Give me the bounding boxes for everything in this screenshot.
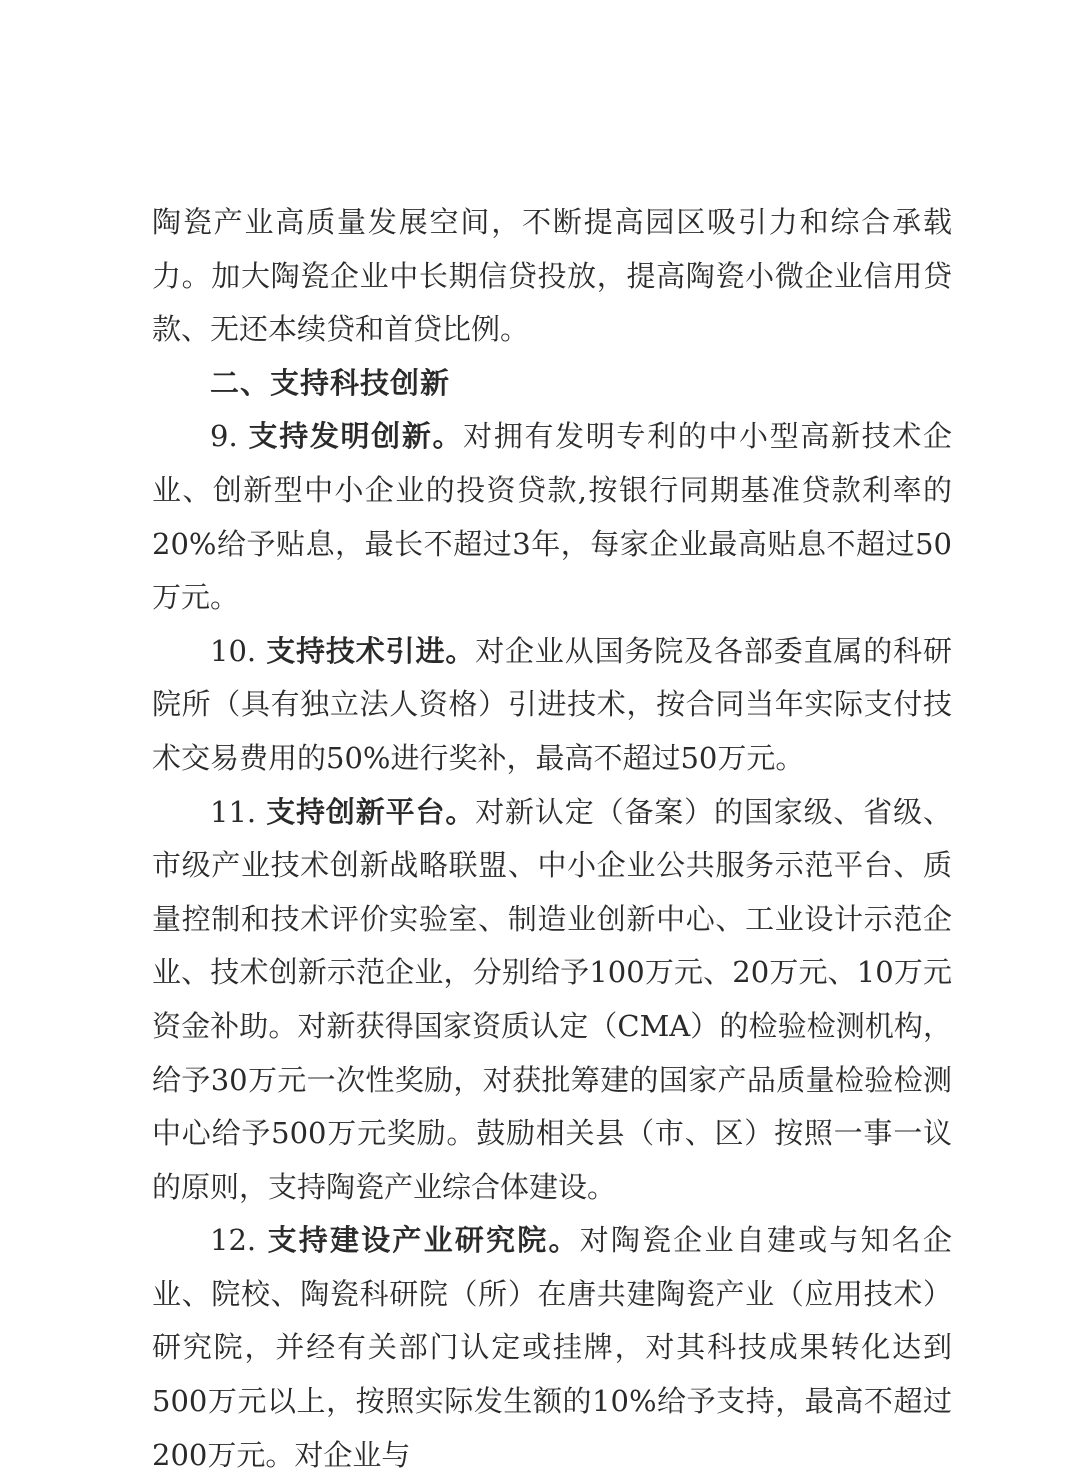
item-body: 对企业从国务院及各部委直属的科研院所（具有独立法人资格）引进技术，按合同当年实际支付技术交易费用的50%进行奖补，最高不超过50万元。 [152, 633, 952, 775]
document-body [152, 196, 952, 1482]
item-title: 支持建设产业研究院。 [267, 1223, 580, 1258]
item-number: 11. [210, 794, 267, 829]
section-heading: 二、支持科技创新 [210, 365, 451, 400]
item-title: 支持技术引进。 [266, 633, 476, 668]
intro-paragraph: 陶瓷产业高质量发展空间，不断提高园区吸引力和综合承载力。加大陶瓷企业中长期信贷投放，提高陶瓷小微企业信用贷款、无还本续贷和首贷比例。 [152, 205, 952, 347]
policy-item-10 [152, 625, 952, 786]
item-body: 对陶瓷企业自建或与知名企业、院校、陶瓷科研院（所）在唐共建陶瓷产业（应用技术）研究院，并经有关部门认定或挂牌，对其科技成果转化达到500万元以上，按照实际发生额的10%给予支持，最高不超过200万元。对企业与 [152, 1223, 952, 1472]
item-number: 12. [210, 1223, 268, 1258]
policy-item-12 [152, 1214, 952, 1482]
item-body: 对拥有发明专利的中小型高新技术企业、创新型中小企业的投资贷款,按银行同期基准贷款利率的20%给予贴息，最长不超过3年，每家企业最高贴息不超过50万元。 [152, 419, 952, 615]
item-title: 支持创新平台。 [266, 794, 476, 829]
item-number: 9. [210, 419, 249, 454]
item-number: 10. [210, 633, 267, 668]
policy-item-11 [152, 786, 952, 1215]
item-title: 支持发明创新。 [248, 419, 464, 454]
policy-item-9 [152, 410, 952, 624]
item-body: 对新认定（备案）的国家级、省级、市级产业技术创新战略联盟、中小企业公共服务示范平台、质量控制和技术评价实验室、制造业创新中心、工业设计示范企业、技术创新示范企业，分别给予100万元、20万元、10万元资金补助。对新获得国家资质认定（CMA）的检验检测机构，给予30万元一次性奖励，对获批筹建的国家产品质量检验检测中心给予500万元奖励。鼓励相关县（市、区）按照一事一议的原则，支持陶瓷产业综合体建设。 [152, 794, 952, 1204]
